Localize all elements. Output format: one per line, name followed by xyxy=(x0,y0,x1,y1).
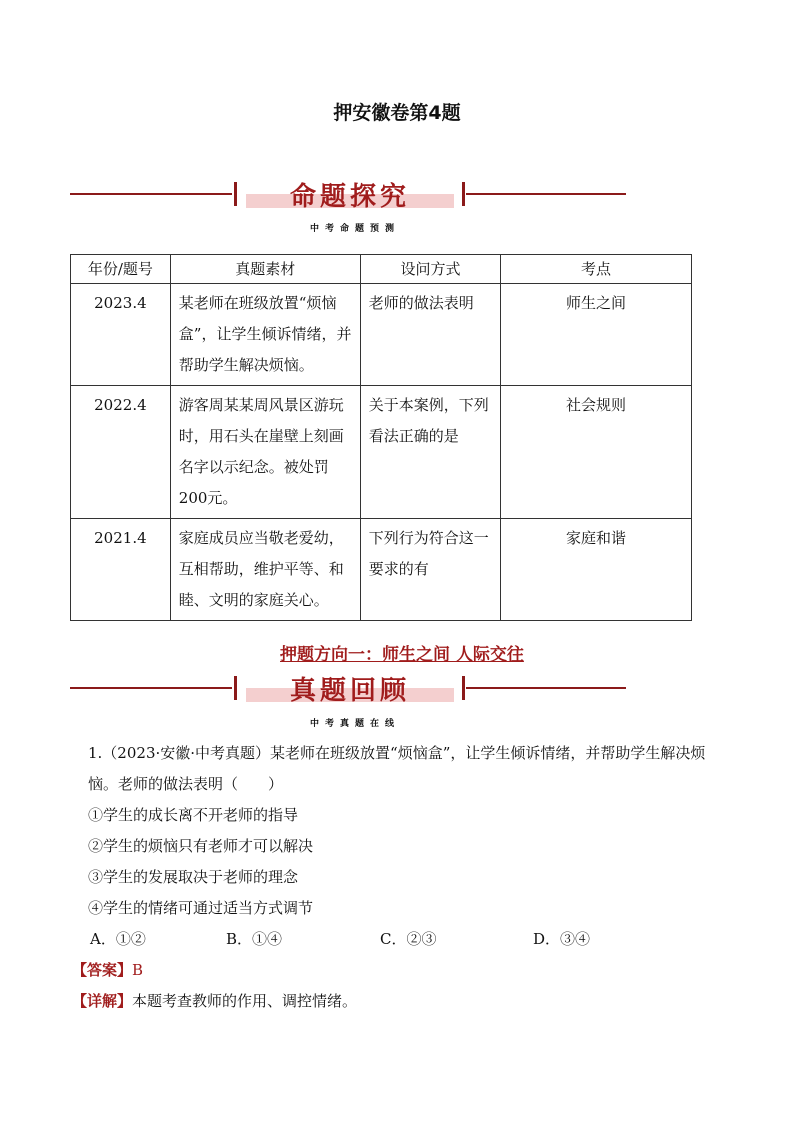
detail-value: 本题考查教师的作用、调控情绪。 xyxy=(132,992,358,1010)
banner-heading: 真题回顾 xyxy=(289,676,410,706)
cell-year: 2022.4 xyxy=(71,386,171,519)
banner-bar-left xyxy=(234,676,237,700)
direction-heading: 押题方向一：师生之间 人际交往 xyxy=(280,645,524,665)
banner-bar-right xyxy=(462,182,465,206)
header-question: 设问方式 xyxy=(360,255,500,284)
banner-rule-left xyxy=(70,193,232,195)
exam-analysis-table xyxy=(70,254,692,621)
cell-question: 关于本案例，下列看法正确的是 xyxy=(360,386,500,519)
banner-rule-right xyxy=(466,193,626,195)
cell-point: 社会规则 xyxy=(501,386,692,519)
option-a: A．①② xyxy=(90,930,146,948)
header-material: 真题素材 xyxy=(170,255,360,284)
cell-question: 下列行为符合这一要求的有 xyxy=(360,519,500,621)
banner-subtitle: 中考真题在线 xyxy=(309,719,400,729)
banner-bar-right xyxy=(462,676,465,700)
banner-rule-left xyxy=(70,687,232,689)
section-banner-explore xyxy=(70,176,626,216)
detail-line xyxy=(72,986,722,1017)
table-row xyxy=(71,284,692,386)
question-stem-line-2: 恼。老师的做法表明（ ） xyxy=(88,775,284,793)
question-stem-line-1: 1.（2023·安徽·中考真题）某老师在班级放置“烦恼盒”，让学生倾诉情绪，并帮助学生解决烦 xyxy=(88,744,706,762)
option-d: D．③④ xyxy=(533,930,591,948)
cell-material: 游客周某某周风景区游玩时，用石头在崖壁上刻画名字以示纪念。被处罚200元。 xyxy=(170,386,360,519)
question-item: ①学生的成长离不开老师的指导 xyxy=(88,806,299,824)
cell-point: 家庭和谐 xyxy=(501,519,692,621)
cell-question: 老师的做法表明 xyxy=(360,284,500,386)
cell-year: 2023.4 xyxy=(71,284,171,386)
table-row xyxy=(71,519,692,621)
header-point: 考点 xyxy=(501,255,692,284)
question-item: ③学生的发展取决于老师的理念 xyxy=(88,868,299,886)
table-row xyxy=(71,386,692,519)
option-b: B．①④ xyxy=(226,930,283,948)
answer-line xyxy=(72,955,722,986)
cell-point: 师生之间 xyxy=(501,284,692,386)
answer-value: B xyxy=(132,961,144,979)
answer-label: 【答案】 xyxy=(72,961,133,979)
option-c: C．②③ xyxy=(380,930,437,948)
banner-heading: 命题探究 xyxy=(289,182,410,212)
question-item: ②学生的烦恼只有老师才可以解决 xyxy=(88,837,314,855)
table-header-row xyxy=(71,255,692,284)
banner-subtitle: 中考命题预测 xyxy=(309,224,400,234)
header-year: 年份/题号 xyxy=(71,255,171,284)
cell-year: 2021.4 xyxy=(71,519,171,621)
detail-label: 【详解】 xyxy=(72,992,133,1010)
banner-rule-right xyxy=(466,687,626,689)
section-banner-review xyxy=(70,670,626,710)
banner-bar-left xyxy=(234,182,237,206)
cell-material: 某老师在班级放置“烦恼盒”，让学生倾诉情绪，并帮助学生解决烦恼。 xyxy=(170,284,360,386)
question-item: ④学生的情绪可通过适当方式调节 xyxy=(88,899,314,917)
page-title: 押安徽卷第4题 xyxy=(333,102,461,124)
cell-material: 家庭成员应当敬老爱幼，互相帮助，维护平等、和睦、文明的家庭关心。 xyxy=(170,519,360,621)
